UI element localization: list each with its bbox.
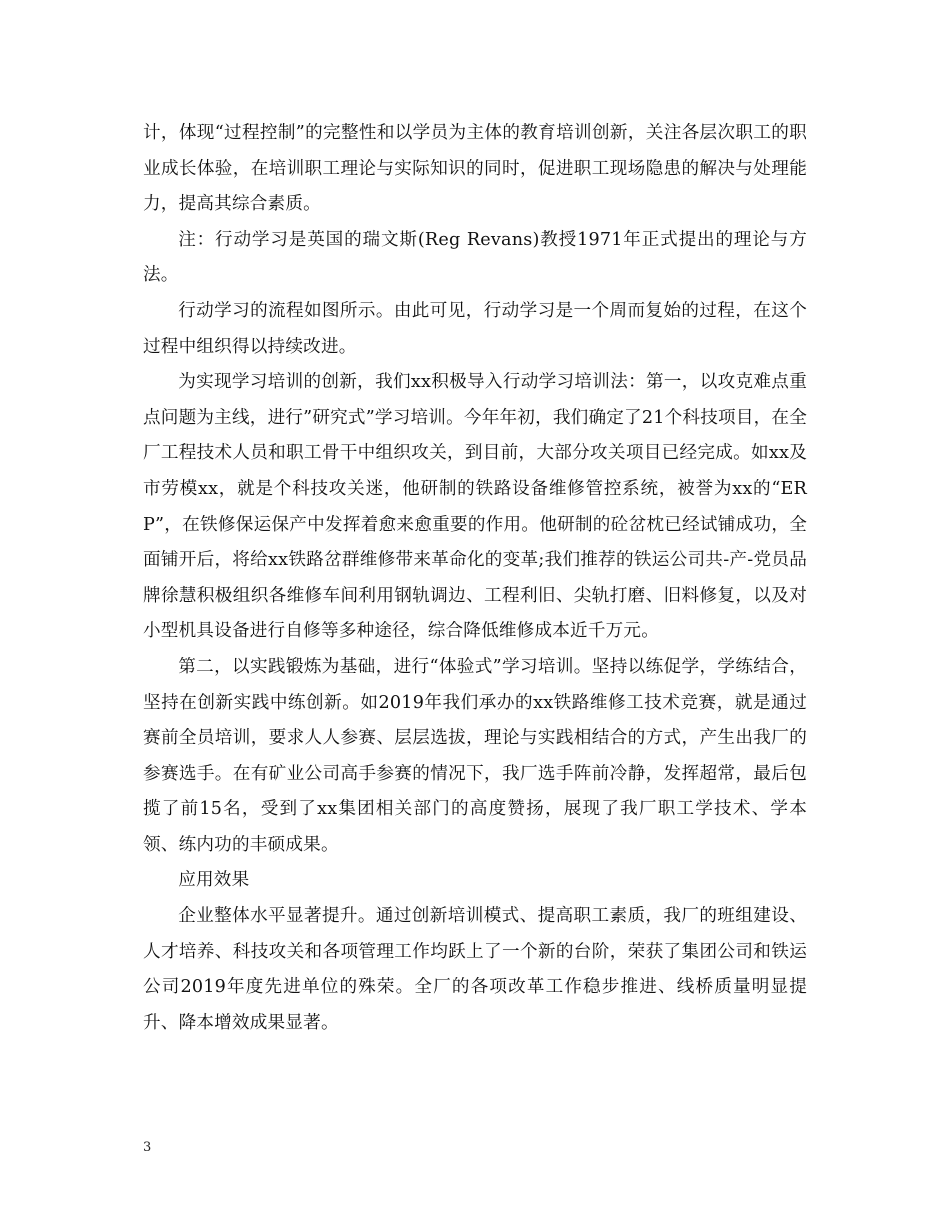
document-body xyxy=(143,116,807,1041)
paragraph-effect: 企业整体水平显著提升。通过创新培训模式、提高职工素质，我厂的班组建设、人才培养、科技攻关和各项管理工作均跃上了一个新的台阶，荣获了集团公司和铁运公司2019年度先进单位的殊荣。全厂的各项改革工作稳步推进、线桥质量明显提升、降本增效成果显著。 xyxy=(143,906,807,1033)
paragraph-first-method: 为实现学习培训的创新，我们xx积极导入行动学习培训法：第一，以攻克难点重点问题为主线，进行”研究式”学习培训。今年年初，我们确定了21个科技项目，在全厂工程技术人员和职工骨干中组织攻关，到目前，大部分攻关项目已经完成。如xx及市劳模xx，就是个科技攻关迷，他研制的铁路设备维修管控系统，被誉为xx的“ERP”，在铁修保运保产中发挥着愈来愈重要的作用。他研制的砼岔枕已经试铺成功，全面铺开后，将给xx铁路岔群维修带来革命化的变革;我们推荐的铁运公司共-产-党员品牌徐慧积极组织各维修车间利用钢轨调边、工程利旧、尖轨打磨、旧料修复，以及对小型机具设备进行自修等多种途径，综合降低维修成本近千万元。 xyxy=(143,372,807,642)
paragraph-continuation: 计，体现“过程控制”的完整性和以学员为主体的教育培训创新，关注各层次职工的职业成长体验，在培训职工理论与实际知识的同时，促进职工现场隐患的解决与处理能力，提高其综合素质。 xyxy=(143,123,807,215)
paragraph-process: 行动学习的流程如图所示。由此可见，行动学习是一个周而复始的过程，在这个过程中组织得以持续改进。 xyxy=(143,300,807,357)
section-heading-application-effect: 应用效果 xyxy=(178,870,250,891)
paragraph-note: 注：行动学习是英国的瑞文斯(Reg Revans)教授1971年正式提出的理论与方法。 xyxy=(143,229,807,286)
page-number: 3 xyxy=(143,1140,152,1155)
paragraph-second-method: 第二，以实践锻炼为基础，进行“体验式”学习培训。坚持以练促学，学练结合，坚持在创新实践中练创新。如2019年我们承办的xx铁路维修工技术竞赛，就是通过赛前全员培训，要求人人参赛、层层选拔，理论与实践相结合的方式，产生出我厂的参赛选手。在有矿业公司高手参赛的情况下，我厂选手阵前冷静，发挥超常，最后包揽了前15名，受到了xx集团相关部门的高度赞扬，展现了我厂职工学技术、学本领、练内功的丰硕成果。 xyxy=(143,656,807,855)
